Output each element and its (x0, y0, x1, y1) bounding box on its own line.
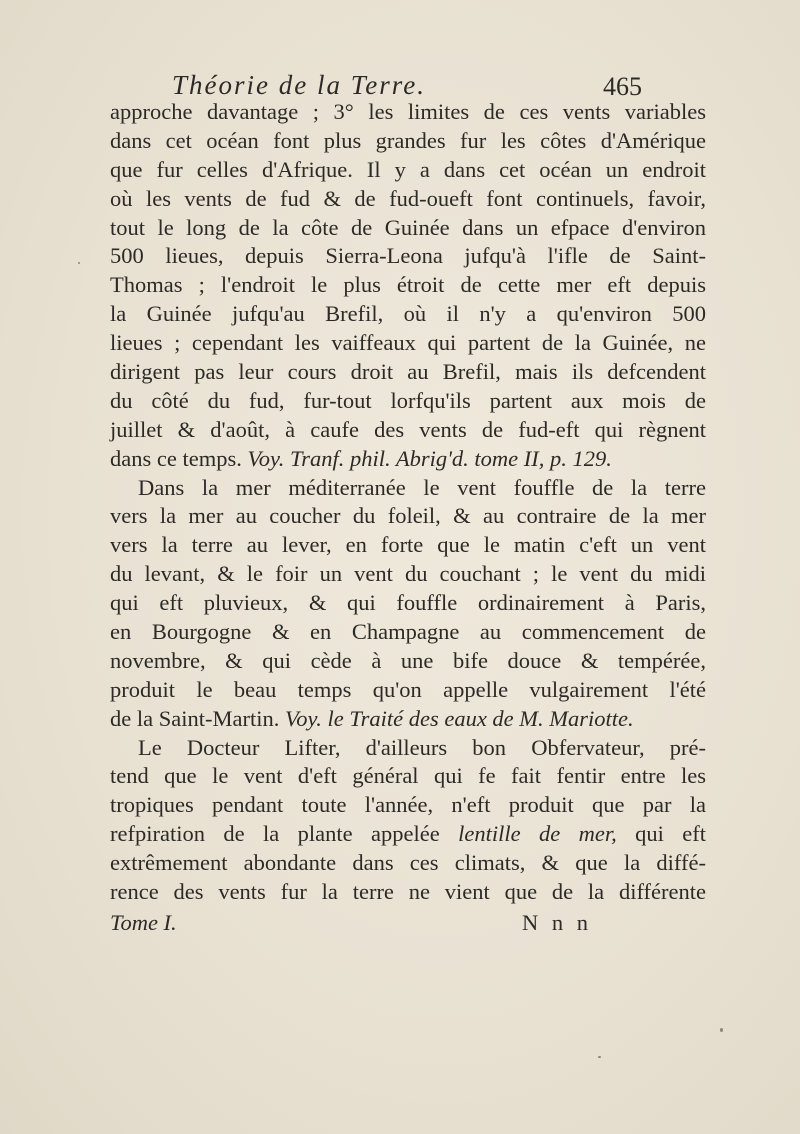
text-line (110, 98, 706, 127)
text-line (110, 271, 706, 300)
running-head-title: Théorie de la Terre. (172, 70, 426, 100)
reference-italic: lentille de mer, (458, 821, 617, 847)
text-line (110, 560, 706, 589)
signature-mark: N n n (522, 910, 592, 935)
line-text: vers la terre au lever, en forte que le matin c'eft un vent (110, 532, 706, 558)
line-text: Dans la mer méditerranée le vent fouffle de la terre (138, 474, 706, 500)
line-text: tropiques pendant toute l'année, n'eft produit que par la (110, 792, 706, 818)
body-text (110, 98, 706, 907)
text-line (110, 127, 706, 156)
text-line (110, 820, 706, 849)
line-text: dirigent pas leur cours droit au Brefil, mais ils defcendent (110, 359, 706, 385)
text-line (110, 531, 706, 560)
line-text: dans cet océan font plus grandes fur les côtes d'Amérique (110, 127, 706, 153)
text-line (110, 185, 706, 214)
text-line (110, 445, 706, 474)
line-text: de la Saint-Martin. (110, 705, 280, 731)
line-text: la Guinée jufqu'au Brefil, où il n'y a qu'environ 500 (110, 301, 706, 327)
text-line (110, 156, 706, 185)
line-text: extrêmement abondante dans ces climats, & que la diffé- (110, 850, 706, 876)
text-line (110, 329, 706, 358)
line-text: qui eft pluvieux, & qui fouffle ordinairement à Paris, (110, 590, 706, 616)
text-line (110, 589, 706, 618)
text-line (110, 300, 706, 329)
text-line (110, 647, 706, 676)
page-number: 465 (603, 72, 642, 101)
text-line (110, 242, 706, 271)
line-text: refpiration de la plante appelée (110, 821, 440, 847)
line-text: du côté du fud, fur-tout lorfqu'ils partent aux mois de (110, 387, 706, 413)
reference-italic: Voy. Tranf. phil. Abrig'd. tome II, p. 129. (247, 445, 612, 471)
line-text: tout le long de la côte de Guinée dans un efpace d'environ (110, 214, 706, 240)
line-text: du levant, & le foir un vent du couchant ; le vent du midi (110, 561, 706, 587)
text-line (110, 676, 706, 705)
line-text: où les vents de fud & de fud-oueft font continuels, favoir, (110, 185, 706, 211)
text-line (110, 214, 706, 243)
text-line (110, 791, 706, 820)
text-line (110, 618, 706, 647)
line-text: Le Docteur Lifter, d'ailleurs bon Obfervateur, pré- (138, 734, 706, 760)
line-text: tend que le vent d'eft général qui fe fait fentir entre les (110, 763, 706, 789)
text-line (110, 849, 706, 878)
line-text: dans ce temps. (110, 445, 242, 471)
line-text: Thomas ; l'endroit le plus étroit de cette mer eft depuis (110, 272, 706, 298)
line-text: que fur celles d'Afrique. Il y a dans cet océan un endroit (110, 156, 706, 182)
line-text: juillet & d'août, à caufe des vents de fud-eft qui règnent (110, 416, 706, 442)
line-text: rence des vents fur la terre ne vient que de la différente (110, 879, 706, 905)
text-line (110, 502, 706, 531)
text-line (110, 358, 706, 387)
page-footer (110, 910, 680, 940)
text-line (110, 416, 706, 445)
text-line (110, 878, 706, 907)
volume-label: Tome I. (110, 910, 177, 935)
line-text: 500 lieues, depuis Sierra-Leona jufqu'à l'ifle de Saint- (110, 243, 706, 269)
text-line (110, 474, 706, 503)
reference-italic: Voy. le Traité des eaux de M. Mariotte. (284, 705, 634, 731)
text-line (110, 387, 706, 416)
line-text-continuation: qui eft (635, 821, 707, 847)
line-text: vers la mer au coucher du foleil, & au contraire de la mer (110, 503, 706, 529)
text-line (110, 734, 706, 763)
line-text: en Bourgogne & en Champagne au commencement de (110, 619, 706, 645)
line-text: produit le beau temps qu'on appelle vulgairement l'été (110, 676, 706, 702)
text-line (110, 705, 706, 734)
line-text: novembre, & qui cède à une bife douce & tempérée, (110, 647, 706, 673)
line-text: approche davantage ; 3° les limites de ces vents variables (110, 99, 706, 124)
line-text: lieues ; cependant les vaiffeaux qui partent de la Guinée, ne (110, 330, 706, 356)
text-line (110, 762, 706, 791)
